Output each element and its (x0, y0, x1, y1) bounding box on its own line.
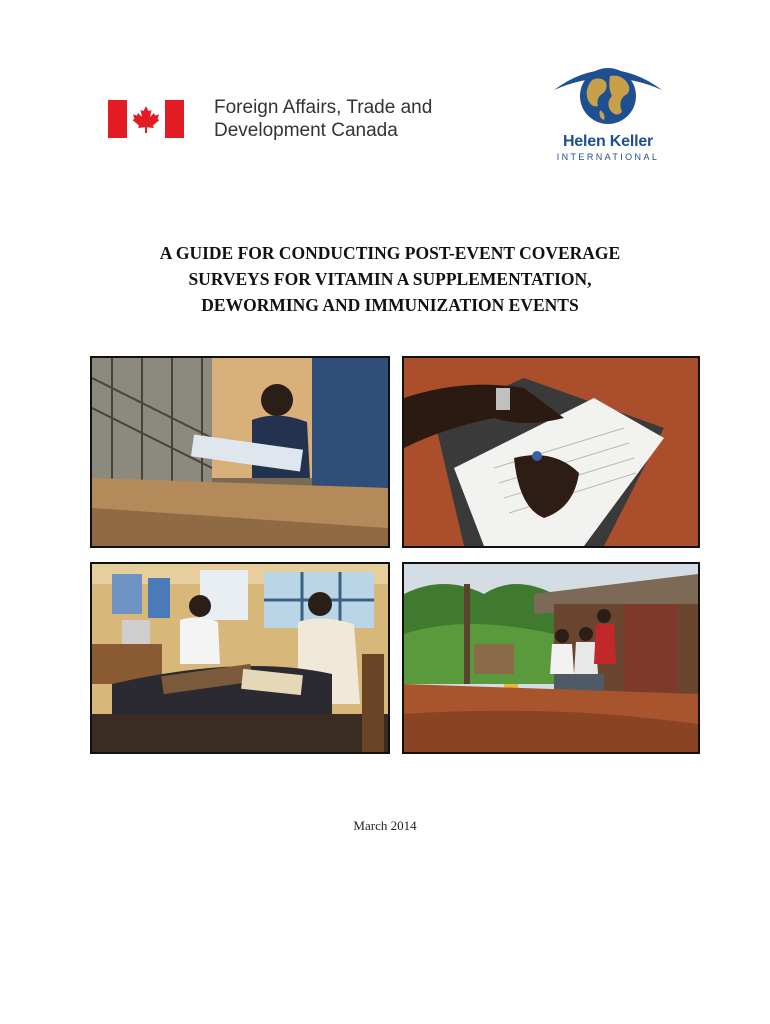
photo-office-window (90, 356, 390, 548)
canada-flag-icon (108, 100, 184, 138)
hki-logo-subtitle: INTERNATIONAL (556, 152, 660, 162)
title-line1: A GUIDE FOR CONDUCTING POST-EVENT COVERAGE (159, 243, 621, 263)
hki-logo (548, 58, 668, 162)
photo-office-table (90, 562, 390, 754)
title-line3: DEWORMING AND IMMUNIZATION EVENTS (201, 295, 579, 315)
hki-logo-name: Helen Keller (562, 133, 654, 150)
canada-logo-line1: Foreign Affairs, Trade and (214, 97, 433, 118)
document-title (120, 240, 660, 318)
canada-logo-text (214, 96, 432, 142)
photo-outdoor-survey (402, 562, 700, 754)
title-line2: SURVEYS FOR VITAMIN A SUPPLEMENTATION, (188, 269, 592, 289)
publication-date: March 2014 (353, 818, 417, 833)
canada-logo (108, 96, 432, 142)
photo-clipboard-writing (402, 356, 700, 548)
canada-logo-line2: Development Canada (214, 120, 398, 141)
globe-eye-icon (548, 58, 668, 130)
